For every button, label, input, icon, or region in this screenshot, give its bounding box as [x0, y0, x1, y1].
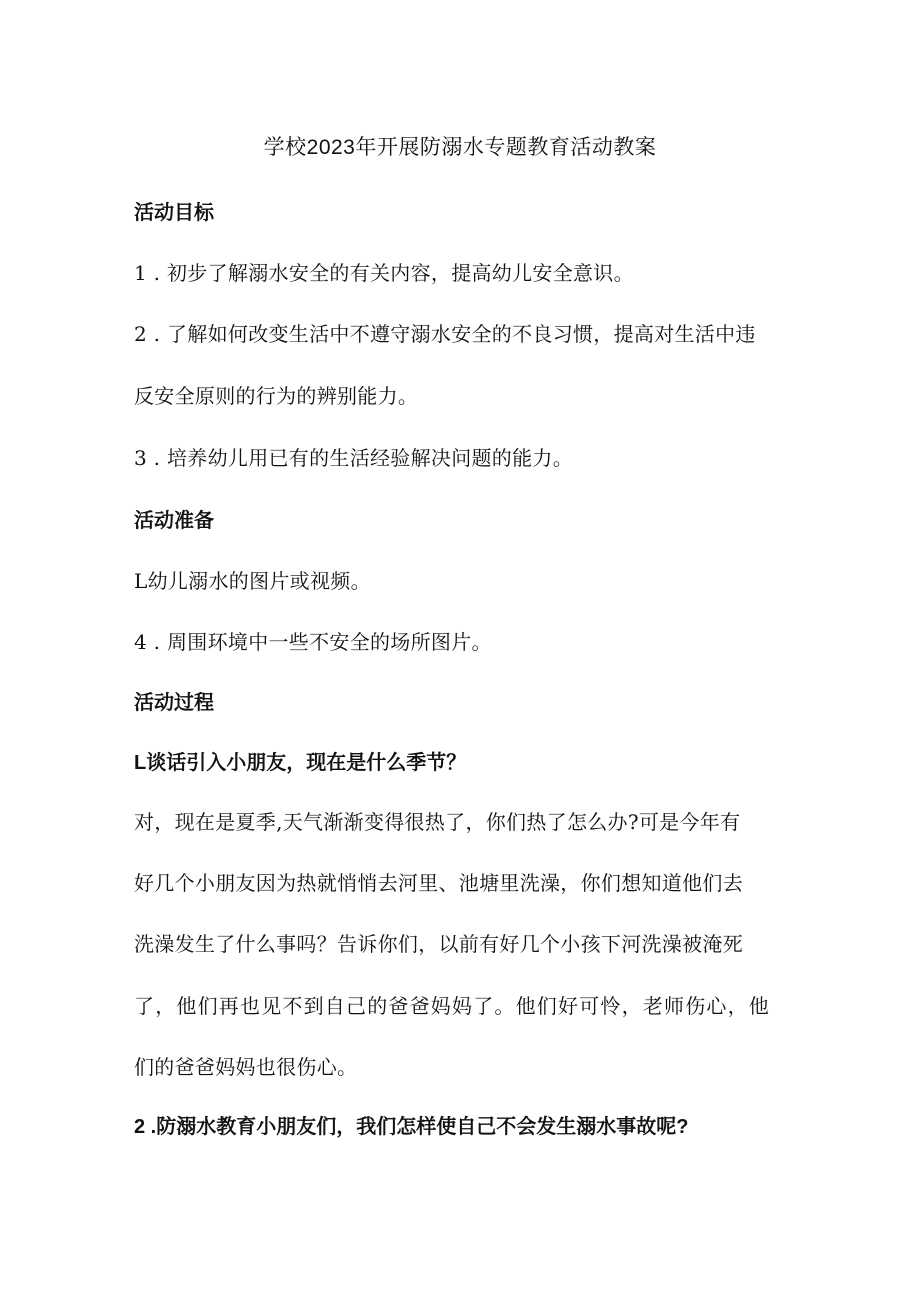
section-heading-process: 活动过程: [134, 692, 214, 714]
goal-item-2-continued: 反安全原则的行为的辨别能力。: [134, 384, 419, 408]
section-heading-preparation: 活动准备: [134, 510, 214, 532]
section-heading-goals: 活动目标: [134, 202, 214, 224]
document-title: 学校2023年开展防溺水专题教育活动教案: [263, 136, 657, 159]
process-step-1-line: 了，他们再也见不到自己的爸爸妈妈了。他们好可怜，老师伤心，他: [134, 994, 770, 1018]
goal-item-2: 2 . 了解如何改变生活中不遵守溺水安全的不良习惯，提高对生活中违: [134, 322, 756, 346]
goal-item-3: 3 . 培养幼儿用已有的生活经验解决问题的能力。: [134, 446, 573, 470]
goal-item-1: 1 . 初步了解溺水安全的有关内容，提高幼儿安全意识。: [134, 261, 634, 285]
process-step-2-heading: 2 .防溺水教育小朋友们，我们怎样使自己不会发生溺水事故呢?: [134, 1116, 689, 1138]
process-step-1-line: 洗澡发生了什么事吗？告诉你们，以前有好几个小孩下河洗澡被淹死: [134, 932, 743, 956]
process-step-1-line: 好几个小朋友因为热就悄悄去河里、池塘里洗澡，你们想知道他们去: [134, 871, 743, 895]
preparation-item-2: 4 . 周围环境中一些不安全的场所图片。: [134, 630, 492, 654]
process-step-1-line: 们的爸爸妈妈也很伤心。: [134, 1055, 358, 1079]
process-step-1-line: 对，现在是夏季,天气渐渐变得很热了，你们热了怎么办?可是今年有: [134, 810, 741, 834]
preparation-item-1: L幼儿溺水的图片或视频。: [134, 569, 371, 593]
process-step-1-heading: L谈话引入小朋友，现在是什么季节？: [134, 752, 467, 774]
